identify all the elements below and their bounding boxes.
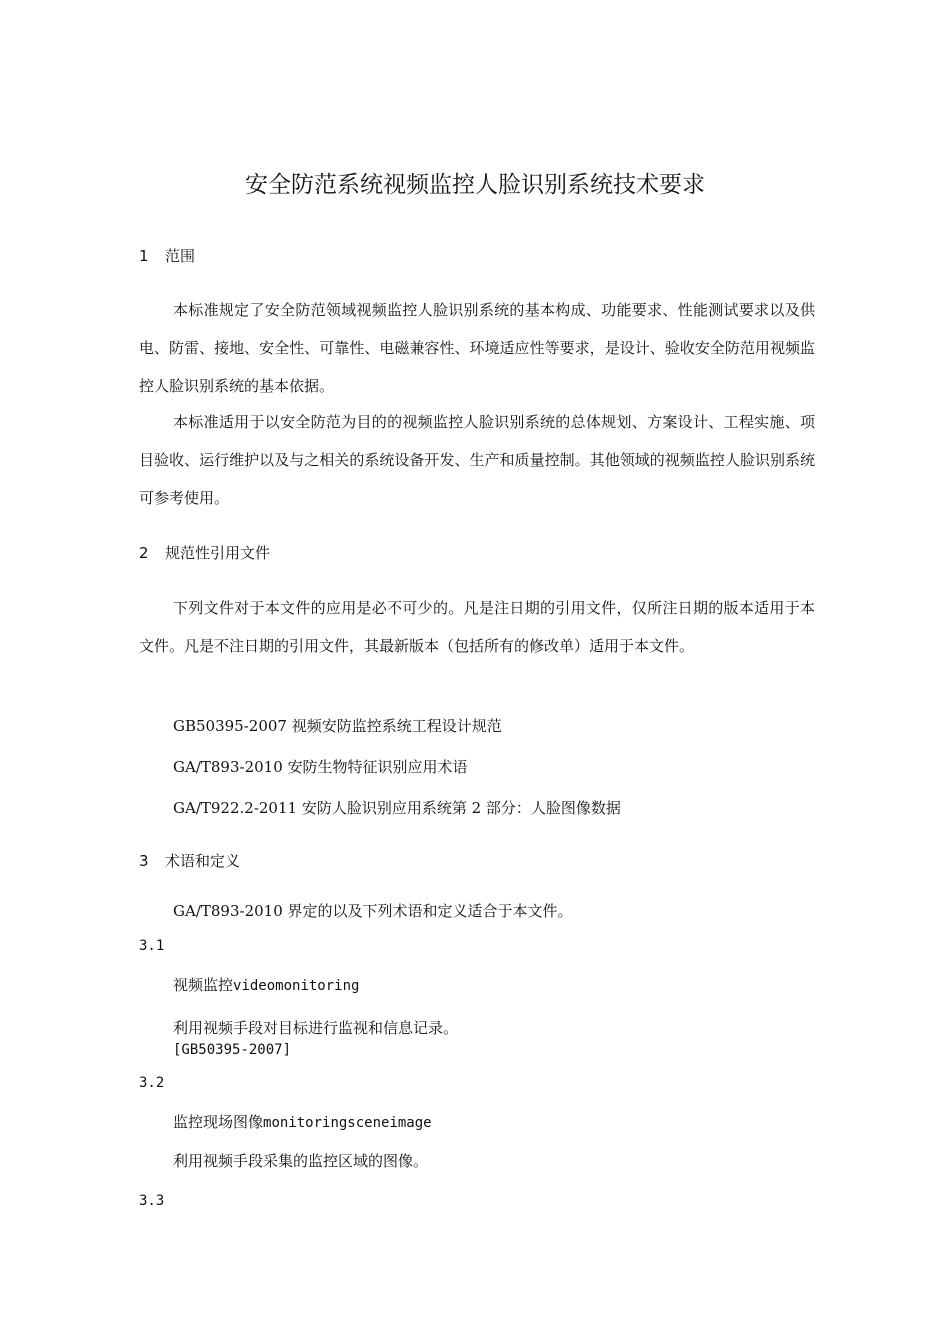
- section-heading-3: [139, 850, 240, 871]
- term-title: [173, 974, 359, 995]
- scope-paragraph-1: 本标准规定了安全防范领域视频监控人脸识别系统的基本构成、功能要求、性能测试要求以及供电、防雷、接地、安全性、可靠性、电磁兼容性、环境适应性等要求，是设计、验收安全防范用视频监控人脸识别系统的基本依据。: [139, 301, 815, 395]
- term-definition: 利用视频手段对目标进行监视和信息记录。: [173, 1019, 459, 1037]
- section-heading-1: [139, 245, 195, 266]
- section-title: 规范性引用文件: [165, 544, 271, 562]
- clause-number: 3.2: [139, 1075, 165, 1091]
- scope-paragraph-2: 本标准适用于以安全防范为目的的视频监控人脸识别系统的总体规划、方案设计、工程实施、项目验收、运行维护以及与之相关的系统设备开发、生产和质量控制。其他领域的视频监控人脸识别系统可参考使用。: [139, 413, 815, 507]
- reference-item: GA/T922.2-2011 安防人脸识别应用系统第 2 部分：人脸图像数据: [173, 799, 621, 817]
- section-title: 术语和定义: [165, 852, 241, 870]
- term-title: [173, 1111, 432, 1132]
- reference-item: GA/T893-2010 安防生物特征识别应用术语: [173, 758, 468, 776]
- section-number: 2: [139, 544, 149, 562]
- references-intro: 下列文件对于本文件的应用是必不可少的。凡是注日期的引用文件，仅所注日期的版本适用于本文件。凡是不注日期的引用文件，其最新版本（包括所有的修改单）适用于本文件。: [139, 599, 815, 655]
- term-definition: 利用视频手段采集的监控区域的图像。: [173, 1152, 429, 1170]
- terms-intro: GA/T893-2010 界定的以及下列术语和定义适合于本文件。: [173, 902, 573, 920]
- term-en: videomonitoring: [233, 978, 360, 994]
- term-zh: 视频监控: [173, 976, 234, 994]
- term-zh: 监控现场图像: [173, 1113, 264, 1131]
- clause-number: 3.3: [139, 1193, 165, 1209]
- term-source: [GB50395-2007]: [173, 1042, 292, 1058]
- document-title: 安全防范系统视频监控人脸识别系统技术要求: [245, 172, 705, 198]
- section-title: 范围: [165, 247, 196, 265]
- section-number: 1: [139, 247, 149, 265]
- term-en: monitoringsceneimage: [263, 1115, 432, 1131]
- reference-item: GB50395-2007 视频安防监控系统工程设计规范: [173, 717, 502, 735]
- section-heading-2: [139, 542, 270, 563]
- section-number: 3: [139, 852, 149, 870]
- clause-number: 3.1: [139, 938, 165, 954]
